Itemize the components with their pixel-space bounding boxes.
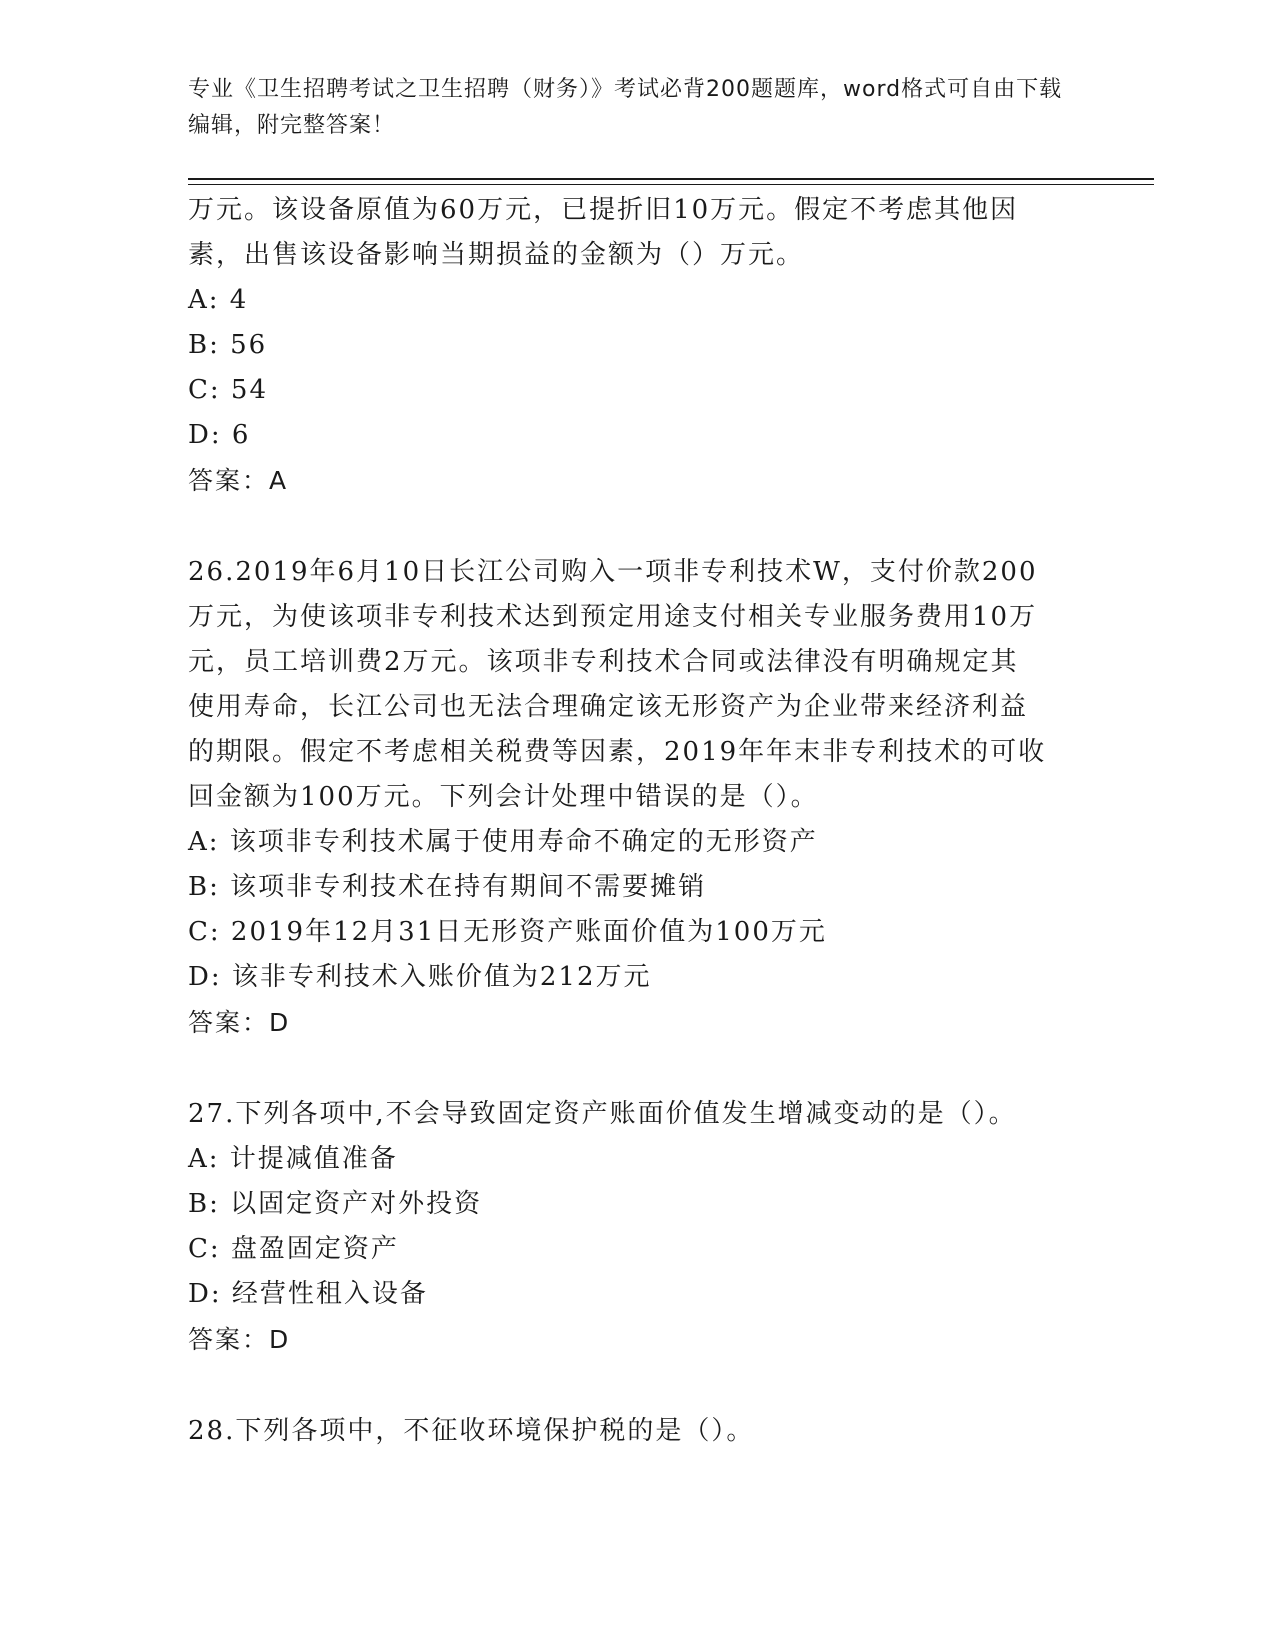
question-stem-line: 回金额为100万元。下列会计处理中错误的是（）。 — [188, 782, 819, 812]
option-c: C: 盘盈固定资产 — [188, 1234, 399, 1264]
header-divider-thin — [188, 184, 1154, 185]
option-a: A: 该项非专利技术属于使用寿命不确定的无形资产 — [188, 827, 818, 857]
question-stem-line: 素，出售该设备影响当期损益的金额为（）万元。 — [188, 240, 805, 270]
option-d: D: 该非专利技术入账价值为212万元 — [188, 962, 652, 992]
header-divider-thick — [188, 178, 1154, 180]
document-header: 专业《卫生招聘考试之卫生招聘（财务）》考试必背200题题库，word格式可自由下载编辑，附完整答案！ — [188, 77, 1063, 138]
question-stem-line: 万元，为使该项非专利技术达到预定用途支付相关专业服务费用10万 — [188, 602, 1038, 632]
question-26 — [188, 550, 1088, 1045]
question-stem-line: 万元。该设备原值为60万元，已提折旧10万元。假定不考虑其他因 — [188, 195, 1019, 225]
option-b: B: 该项非专利技术在持有期间不需要摊销 — [188, 872, 707, 902]
questions-content — [188, 188, 1088, 1454]
option-b: B: 以固定资产对外投资 — [188, 1189, 483, 1219]
option-d: D: 经营性租入设备 — [188, 1279, 428, 1309]
option-d: D: 6 — [188, 420, 251, 450]
question-27 — [188, 1092, 1088, 1362]
question-stem-line: 的期限。假定不考虑相关税费等因素，2019年年末非专利技术的可收 — [188, 737, 1047, 767]
option-b: B: 56 — [188, 330, 268, 360]
answer-line: 答案：A — [188, 466, 289, 495]
answer-line: 答案：D — [188, 1008, 291, 1037]
question-25 — [188, 188, 1088, 503]
question-stem-line: 28.下列各项中，不征收环境保护税的是（）。 — [188, 1416, 755, 1446]
option-c: C: 54 — [188, 375, 269, 405]
question-28 — [188, 1409, 1088, 1454]
question-stem-line: 27.下列各项中,不会导致固定资产账面价值发生增减变动的是（）。 — [188, 1099, 1017, 1129]
option-c: C: 2019年12月31日无形资产账面价值为100万元 — [188, 917, 827, 947]
question-stem-line: 元，员工培训费2万元。该项非专利技术合同或法律没有明确规定其 — [188, 647, 1019, 677]
answer-line: 答案：D — [188, 1325, 291, 1354]
question-stem-line: 使用寿命，长江公司也无法合理确定该无形资产为企业带来经济利益 — [188, 692, 1029, 722]
question-stem-line: 26.2019年6月10日长江公司购入一项非专利技术W，支付价款200 — [188, 557, 1038, 587]
option-a: A: 计提减值准备 — [188, 1144, 398, 1174]
option-a: A: 4 — [188, 285, 249, 315]
